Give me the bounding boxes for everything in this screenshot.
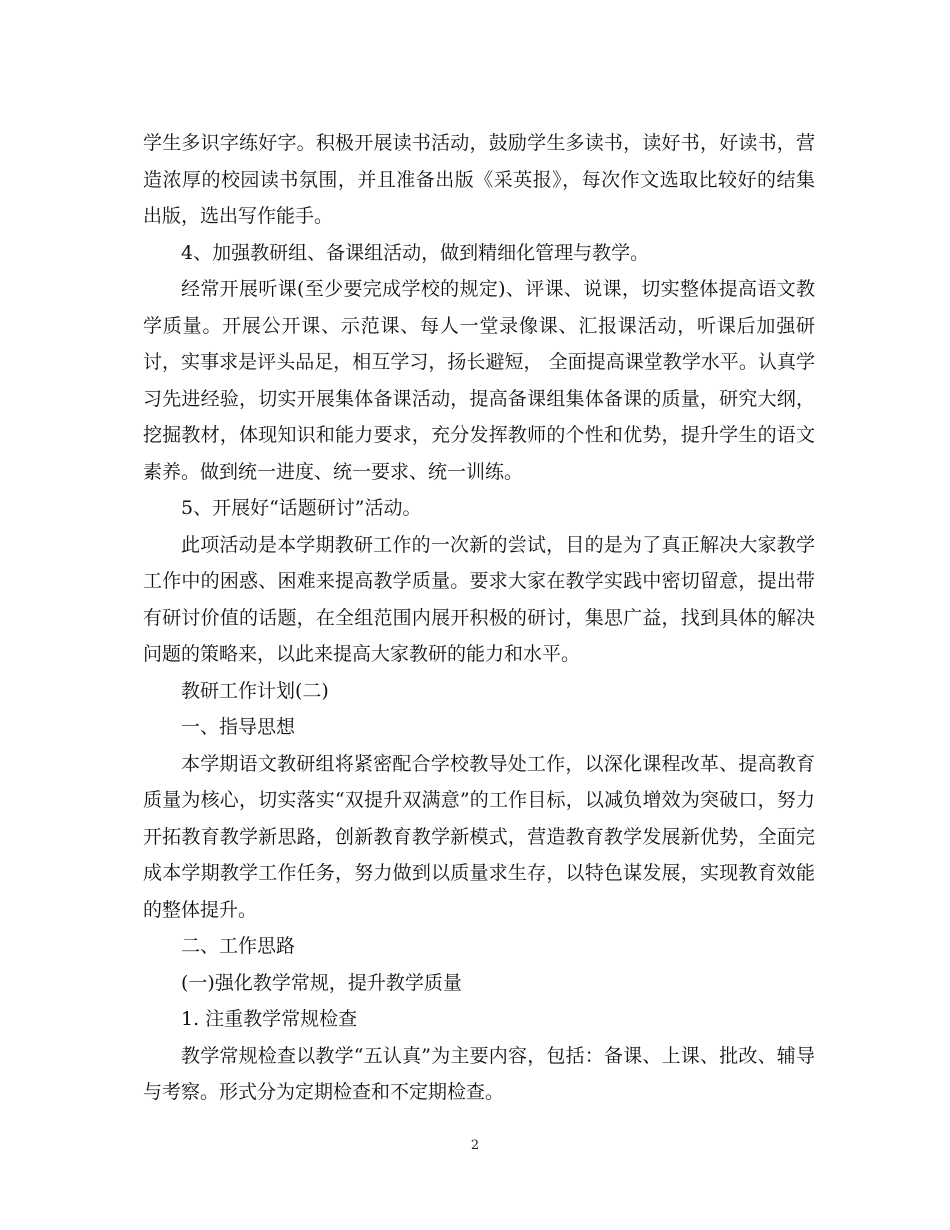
paragraph-continuation: 学生多识字练好字。积极开展读书活动，鼓励学生多读书，读好书，好读书，营造浓厚的校园读书氛围，并且准备出版《采英报》，每次作文选取比较好的结集出版，选出写作能手。 <box>143 132 815 227</box>
paragraph-routine-check: 教学常规检查以教学“五认真”为主要内容，包括：备课、上课、批改、辅导与考察。形式分为定期检查和不定期检查。 <box>143 1044 815 1103</box>
paragraph-guiding-ideology: 本学期语文教研组将紧密配合学校教导处工作，以深化课程改革、提高教育质量为核心，切实落实“双提升双满意”的工作目标，以减负增效为突破口，努力开拓教育教学新思路，创新教育教学新模式，营造教育教学发展新优势，全面完成本学期教学工作任务，努力做到以质量求生存，以特色谋发展，实现教育效能的整体提升。 <box>143 752 815 921</box>
document-body <box>143 125 815 1111</box>
subheading-teaching-routine: (一)强化教学常规，提升教学质量 <box>181 971 462 994</box>
section-title-plan-two: 教研工作计划(二) <box>181 679 329 702</box>
subheading-routine-check: 1. 注重教学常规检查 <box>181 1008 358 1030</box>
paragraph-topic-discussion: 此项活动是本学期教研工作的一次新的尝试，目的是为了真正解决大家教学工作中的困惑、困难来提高教学质量。要求大家在教学实践中密切留意，提出带有研讨价值的话题，在全组范围内展开积极的研讨，集思广益，找到具体的解决问题的策略来，以此来提高大家教研的能力和水平。 <box>143 533 815 665</box>
heading-work-approach: 二、工作思路 <box>181 935 296 957</box>
heading-guiding-ideology: 一、指导思想 <box>181 716 296 738</box>
paragraph-lesson-observation: 经常开展听课(至少要完成学校的规定)、评课、说课，切实整体提高语文教学质量。开展公开课、示范课、每人一堂录像课、汇报课活动，听课后加强研讨，实事求是评头品足，相互学习，扬长避短， 全面提高课堂教学水平。认真学习先进经验，切实开展集体备课活动，提高备课组集体备课的质量，研究大纲，挖掘教材，体现知识和能力要求，充分发挥教师的个性和优势，提升学生的语文素养。做到统一进度、统一要求、统一训练。 <box>143 278 815 483</box>
paragraph-item-5: 5、开展好“话题研讨”活动。 <box>181 497 422 519</box>
paragraph-item-4: 4、加强教研组、备课组活动，做到精细化管理与教学。 <box>181 241 650 264</box>
page-number: 2 <box>470 1138 480 1153</box>
